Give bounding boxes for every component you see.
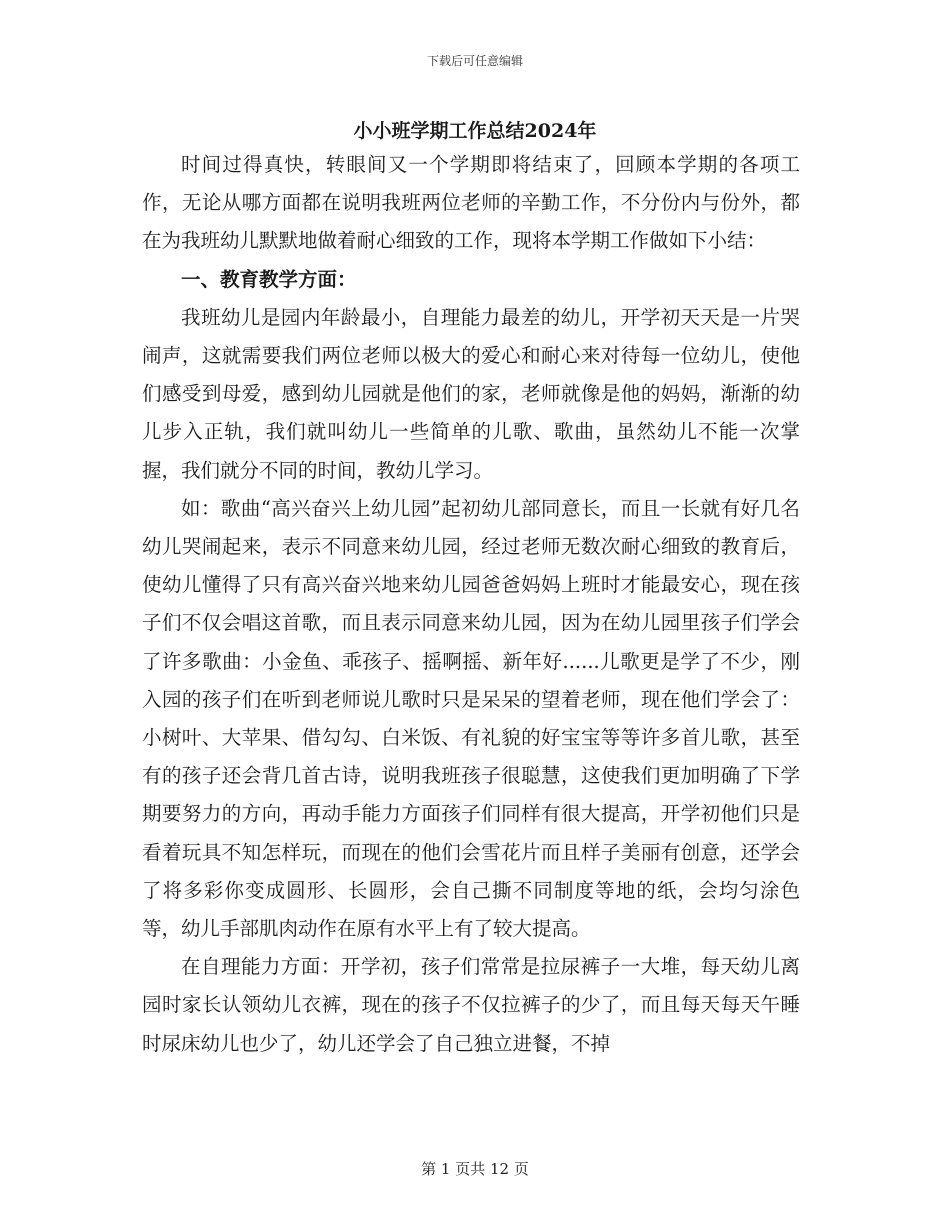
body-paragraph: 我班幼儿是园内年龄最小，自理能力最差的幼儿，开学初天天是一片哭闹声，这就需要我们两位老师以极大的爱心和耐心来对待每一位幼儿，使他们感受到母爱，感到幼儿园就是他们的家，老师就像是他的妈妈，渐渐的幼儿步入正轨，我们就叫幼儿一些简单的儿歌、歌曲，虽然幼儿不能一次掌握，我们就分不同的时间，教幼儿学习。 (142, 305, 800, 482)
body-paragraph: 如：歌曲“高兴奋兴上幼儿园”起初幼儿部同意长，而且一长就有好几名幼儿哭闹起来，表示不同意来幼儿园，经过老师无数次耐心细致的教育后，使幼儿懂得了只有高兴奋兴地来幼儿园爸爸妈妈上班时才能最安心，现在孩子们不仅会唱这首歌，而且表示同意来幼儿园，因为在幼儿园里孩子们学会了许多歌曲：小金鱼、乖孩子、摇啊摇、新年好......儿歌更是学了不少，刚入园的孩子们在听到老师说儿歌时只是呆呆的望着老师，现在他们学会了：小树叶、大苹果、借勾勾、白米饭、有礼貌的好宝宝等等许多首儿歌，甚至有的孩子还会背几首古诗，说明我班孩子很聪慧，这使我们更加明确了下学期要努力的方向，再动手能力方面孩子们同样有很大提高，开学初他们只是看着玩具不知怎样玩，而现在的他们会雪花片而且样子美丽有创意，还学会了将多彩你变成圆形、长圆形，会自己撕不同制度等地的纸，会均匀涂色等，幼儿手部肌肉动作在原有水平上有了较大提高。 (142, 496, 800, 941)
document-title: 小小班学期工作总结2024年 (353, 120, 597, 142)
document-body (142, 146, 800, 1063)
section-heading-teaching: 一、教育教学方面： (181, 267, 357, 291)
intro-paragraph: 时间过得真快，转眼间又一个学期即将结束了，回顾本学期的各项工作，无论从哪方面都在说明我班两位老师的辛勤工作，不分份内与份外，都在为我班幼儿默默地做着耐心细致的工作，现将本学期工作做如下小结： (142, 153, 800, 253)
page-footer: 第 1 页共 12 页 (421, 1160, 529, 1178)
header-note: 下载后可任意编辑 (426, 54, 523, 68)
body-paragraph: 在自理能力方面：开学初，孩子们常常是拉尿裤子一大堆，每天幼儿离园时家长认领幼儿衣裤，现在的孩子不仅拉裤子的少了，而且每天每天午睡时尿床幼儿也少了，幼儿还学会了自己独立进餐，不掉 (142, 955, 800, 1055)
